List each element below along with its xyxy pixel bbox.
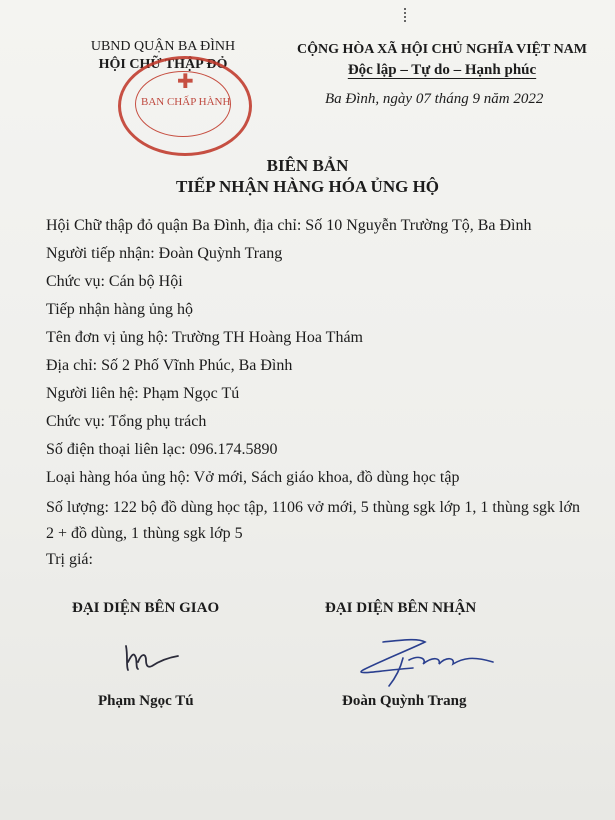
body-line: Loại hàng hóa ủng hộ: Vở mới, Sách giáo khoa, đồ dùng học tập xyxy=(46,469,460,486)
body-line: Người tiếp nhận: Đoàn Quỳnh Trang xyxy=(46,245,283,262)
body-line: Số điện thoại liên lạc: 096.174.5890 xyxy=(46,441,278,458)
national-motto: Độc lập – Tự do – Hạnh phúc xyxy=(347,62,537,78)
title-line-1: BIÊN BẢN xyxy=(266,156,349,175)
title-line-2: TIẾP NHẬN HÀNG HÓA ỦNG HỘ xyxy=(175,177,440,196)
receiver-label: ĐẠI DIỆN BÊN NHẬN xyxy=(325,600,477,616)
body-line: Tiếp nhận hàng ủng hộ xyxy=(46,301,193,318)
body-line: Trị giá: xyxy=(46,551,93,568)
body-line: Hội Chữ thập đỏ quận Ba Đình, địa chỉ: Số 10 Nguyễn Trường Tộ, Ba Đình xyxy=(46,217,532,234)
giver-signature xyxy=(118,636,188,676)
red-cross-icon: ✚ xyxy=(177,69,194,93)
agency-line-1: UBND QUẬN BA ĐÌNH xyxy=(90,39,236,54)
body-line: Số lượng: 122 bộ đồ dùng học tập, 1106 vở mới, 5 thùng sgk lớp 1, 1 thùng sgk lớn 2 + đồ dùng, 1 thùng sgk lớp 5 xyxy=(46,499,580,542)
document-body xyxy=(46,215,586,577)
red-cross-stamp xyxy=(118,56,252,156)
body-line: Chức vụ: Cán bộ Hội xyxy=(46,273,183,290)
receiver-name: Đoàn Quỳnh Trang xyxy=(342,693,467,709)
nation-name: CỘNG HÒA XÃ HỘI CHỦ NGHĨA VIỆT NAM xyxy=(296,42,587,57)
body-line: Tên đơn vị ủng hộ: Trường TH Hoàng Hoa Thám xyxy=(46,329,363,346)
national-heading xyxy=(292,40,592,80)
giver-name: Phạm Ngọc Tú xyxy=(98,693,194,709)
document-title xyxy=(0,155,615,197)
agency-line-2: HỘI CHỮ THẬP ĐỎ xyxy=(98,57,228,72)
margin-mark xyxy=(404,8,410,22)
receiver-signature xyxy=(343,630,503,690)
giver-label: ĐẠI DIỆN BÊN GIAO xyxy=(72,600,220,616)
body-line: Chức vụ: Tổng phụ trách xyxy=(46,413,207,430)
stamp-text: BAN CHẤP HÀNH xyxy=(141,96,231,108)
body-line: Địa chỉ: Số 2 Phố Vĩnh Phúc, Ba Đình xyxy=(46,357,293,374)
document-date: Ba Đình, ngày 07 tháng 9 năm 2022 xyxy=(325,91,544,107)
body-line: Người liên hệ: Phạm Ngọc Tú xyxy=(46,385,240,402)
